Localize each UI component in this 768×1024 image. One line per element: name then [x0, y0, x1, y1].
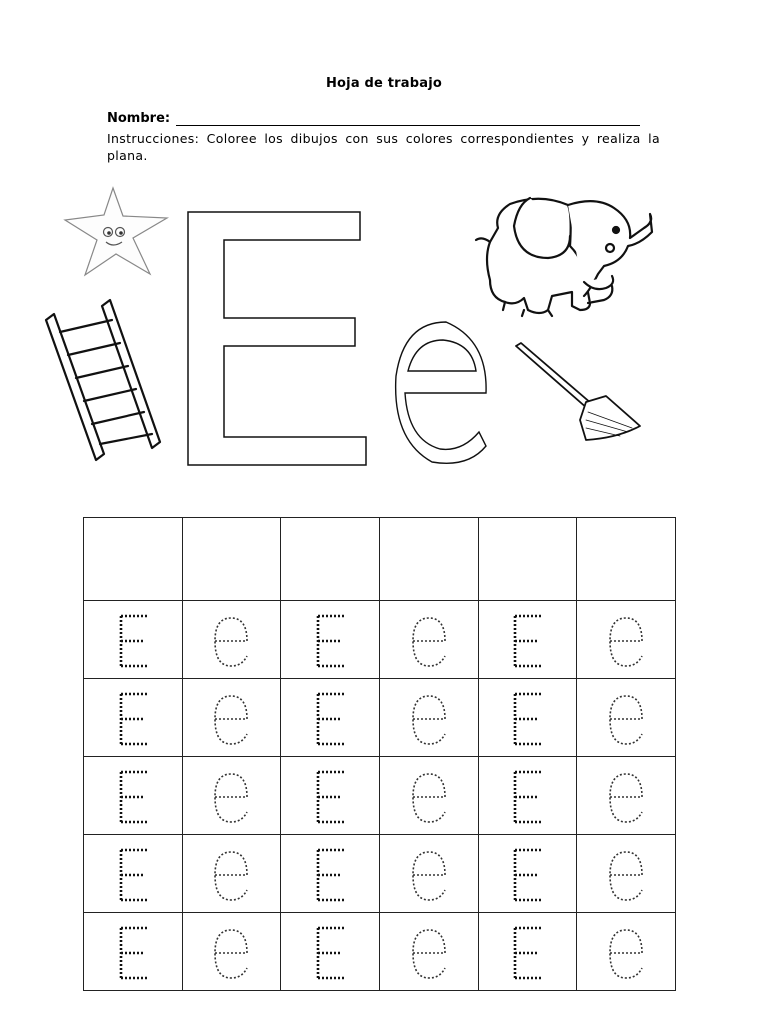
traced-letter-e — [209, 766, 253, 826]
grid-trace-cell[interactable] — [379, 601, 478, 679]
grid-trace-cell[interactable] — [379, 679, 478, 757]
grid-blank-cell[interactable] — [478, 518, 577, 601]
name-label: Nombre: — [107, 111, 171, 126]
big-letter-E — [188, 212, 366, 465]
grid-trace-cell[interactable] — [84, 757, 183, 835]
grid-trace-cell[interactable] — [577, 679, 676, 757]
traced-letter-e — [407, 922, 451, 982]
grid-trace-cell[interactable] — [577, 913, 676, 991]
grid-blank-row — [84, 518, 676, 601]
traced-letter-e — [604, 688, 648, 748]
grid-trace-cell[interactable] — [281, 835, 380, 913]
grid-blank-cell[interactable] — [577, 518, 676, 601]
practice-grid — [83, 517, 676, 991]
grid-trace-cell[interactable] — [182, 913, 281, 991]
instructions-text: Instrucciones: Coloree los dibujos con sus colores correspondientes y realiza la plana. — [107, 131, 660, 163]
grid-trace-cell[interactable] — [182, 601, 281, 679]
grid-blank-cell[interactable] — [281, 518, 380, 601]
grid-trace-cell[interactable] — [379, 757, 478, 835]
traced-letter-E — [310, 610, 350, 670]
traced-letter-E — [507, 922, 547, 982]
grid-trace-cell[interactable] — [84, 913, 183, 991]
traced-letter-e — [604, 844, 648, 904]
grid-trace-cell[interactable] — [379, 913, 478, 991]
traced-letter-e — [604, 922, 648, 982]
traced-letter-e — [604, 610, 648, 670]
grid-trace-cell[interactable] — [478, 679, 577, 757]
traced-letter-e — [209, 610, 253, 670]
grid-trace-cell[interactable] — [577, 757, 676, 835]
grid-trace-row — [84, 679, 676, 757]
illustrations — [0, 0, 768, 500]
grid-trace-cell[interactable] — [84, 601, 183, 679]
grid-trace-cell[interactable] — [577, 601, 676, 679]
traced-letter-e — [209, 688, 253, 748]
grid-blank-cell[interactable] — [182, 518, 281, 601]
grid-trace-cell[interactable] — [577, 835, 676, 913]
grid-blank-cell[interactable] — [84, 518, 183, 601]
broom-icon — [516, 343, 640, 440]
grid-trace-row — [84, 601, 676, 679]
traced-letter-E — [113, 610, 153, 670]
grid-trace-row — [84, 835, 676, 913]
grid-trace-cell[interactable] — [84, 679, 183, 757]
star-icon — [65, 188, 167, 275]
grid-blank-cell[interactable] — [379, 518, 478, 601]
traced-letter-E — [113, 844, 153, 904]
traced-letter-e — [604, 766, 648, 826]
grid-trace-cell[interactable] — [478, 835, 577, 913]
traced-letter-E — [507, 688, 547, 748]
grid-trace-cell[interactable] — [281, 679, 380, 757]
traced-letter-e — [209, 844, 253, 904]
traced-letter-e — [407, 688, 451, 748]
grid-trace-row — [84, 913, 676, 991]
traced-letter-e — [407, 610, 451, 670]
grid-trace-cell[interactable] — [478, 913, 577, 991]
grid-trace-cell[interactable] — [84, 835, 183, 913]
traced-letter-E — [507, 844, 547, 904]
traced-letter-e — [407, 844, 451, 904]
grid-trace-cell[interactable] — [281, 913, 380, 991]
traced-letter-E — [113, 922, 153, 982]
grid-trace-cell[interactable] — [182, 757, 281, 835]
ladder-icon — [46, 300, 160, 460]
traced-letter-E — [310, 922, 350, 982]
traced-letter-e — [407, 766, 451, 826]
worksheet-title: Hoja de trabajo — [325, 76, 443, 91]
elephant-icon — [476, 198, 652, 316]
grid-trace-cell[interactable] — [478, 601, 577, 679]
traced-letter-E — [113, 766, 153, 826]
traced-letter-E — [507, 610, 547, 670]
traced-letter-E — [113, 688, 153, 748]
traced-letter-E — [310, 844, 350, 904]
big-letter-e — [396, 322, 486, 463]
grid-trace-row — [84, 757, 676, 835]
traced-letter-E — [507, 766, 547, 826]
grid-trace-cell[interactable] — [281, 601, 380, 679]
grid-trace-cell[interactable] — [478, 757, 577, 835]
traced-letter-E — [310, 688, 350, 748]
grid-trace-cell[interactable] — [182, 835, 281, 913]
traced-letter-e — [209, 922, 253, 982]
grid-trace-cell[interactable] — [281, 757, 380, 835]
traced-letter-E — [310, 766, 350, 826]
grid-trace-cell[interactable] — [379, 835, 478, 913]
grid-trace-cell[interactable] — [182, 679, 281, 757]
